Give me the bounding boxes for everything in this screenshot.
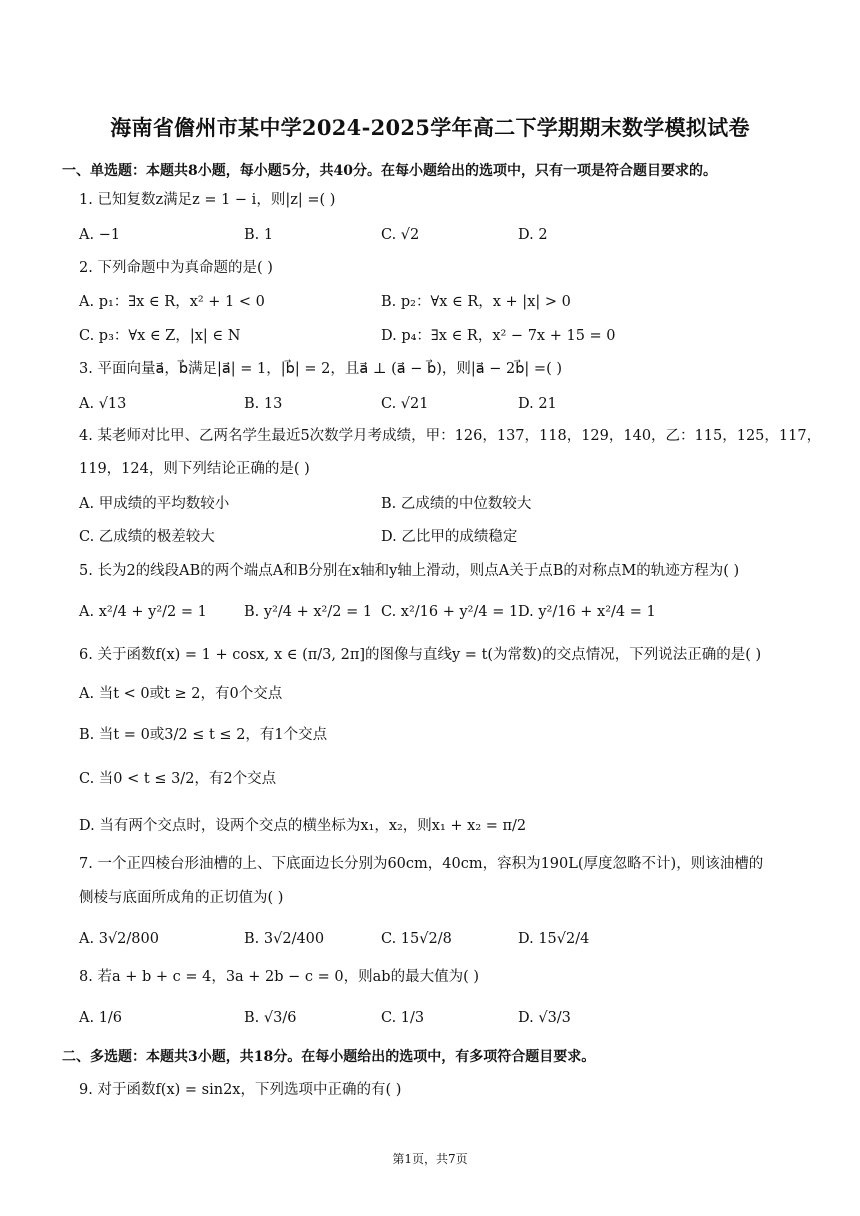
section-single-choice-header: 一、单选题：本题共8小题，每小题5分，共40分。在每小题给出的选项中，只有一项是符合题目要求的。: [62, 163, 717, 179]
question-3-option-d: D. 21: [518, 396, 557, 412]
question-1-stem: 1. 已知复数z满足z = 1 − i，则|z| =( ): [79, 192, 336, 208]
question-5-option-b: B. y²/4 + x²/2 = 1: [244, 604, 373, 620]
question-4-stem-continued: 119，124，则下列结论正确的是( ): [79, 461, 310, 477]
question-8-option-c: C. 1/3: [381, 1010, 425, 1026]
question-6-option-d: D. 当有两个交点时，设两个交点的横坐标为x₁，x₂，则x₁ + x₂ = π/2: [79, 818, 527, 834]
question-4-stem: 4. 某老师对比甲、乙两名学生最近5次数学月考成绩，甲：126，137，118，129，140，乙：115，125，117，: [79, 428, 822, 444]
question-7-stem-continued: 侧棱与底面所成角的正切值为( ): [79, 890, 284, 906]
question-4-option-d: D. 乙比甲的成绩稳定: [381, 529, 518, 545]
question-6-option-c: C. 当0 < t ≤ 3/2，有2个交点: [79, 771, 277, 787]
question-2-option-c: C. p₃：∀x ∈ Z，|x| ∈ N: [79, 328, 241, 344]
question-2-option-d: D. p₄：∃x ∈ R，x² − 7x + 15 = 0: [381, 328, 616, 344]
section-multiple-choice-header: 二、多选题：本题共3小题，共18分。在每小题给出的选项中，有多项符合题目要求。: [62, 1049, 596, 1065]
question-3-option-c: C. √21: [381, 396, 429, 412]
question-5-stem: 5. 长为2的线段AB的两个端点A和B分别在x轴和y轴上滑动，则点A关于点B的对称点M的轨迹方程为( ): [79, 563, 740, 579]
page-footer: 第1页，共7页: [392, 1152, 468, 1166]
question-3-stem: 3. 平面向量a⃗，b⃗满足|a⃗| = 1，|b⃗| = 2，且a⃗ ⊥ (a⃗ − b⃗)，则|a⃗ − 2b⃗| =( ): [79, 361, 562, 377]
question-1-option-c: C. √2: [381, 227, 420, 243]
question-1-option-a: A. −1: [79, 227, 121, 243]
question-5-option-c: C. x²/16 + y²/4 = 1: [381, 604, 519, 620]
question-1-option-b: B. 1: [244, 227, 274, 243]
exam-title: 海南省儋州市某中学2024-2025学年高二下学期期末数学模拟试卷: [110, 115, 750, 140]
question-2-option-a: A. p₁：∃x ∈ R，x² + 1 < 0: [79, 294, 265, 310]
question-5-option-a: A. x²/4 + y²/2 = 1: [79, 604, 207, 620]
question-5-option-d: D. y²/16 + x²/4 = 1: [518, 604, 656, 620]
question-7-option-d: D. 15√2/4: [518, 931, 590, 947]
question-4-option-c: C. 乙成绩的极差较大: [79, 529, 215, 545]
question-3-option-a: A. √13: [79, 396, 127, 412]
question-3-option-b: B. 13: [244, 396, 283, 412]
question-2-stem: 2. 下列命题中为真命题的是( ): [79, 260, 273, 276]
question-2-option-b: B. p₂：∀x ∈ R，x + |x| > 0: [381, 294, 571, 310]
question-4-option-a: A. 甲成绩的平均数较小: [79, 496, 230, 512]
question-1-option-d: D. 2: [518, 227, 548, 243]
question-6-stem: 6. 关于函数f(x) = 1 + cosx, x ∈ (π/3, 2π]的图像与直线y = t(为常数)的交点情况，下列说法正确的是( ): [79, 647, 762, 663]
question-8-option-a: A. 1/6: [79, 1010, 123, 1026]
question-8-option-d: D. √3/3: [518, 1010, 571, 1026]
question-7-stem: 7. 一个正四棱台形油槽的上、下底面边长分别为60cm，40cm，容积为190L(厚度忽略不计)，则该油槽的: [79, 856, 764, 872]
question-8-stem: 8. 若a + b + c = 4，3a + 2b − c = 0，则ab的最大值为( ): [79, 969, 479, 985]
question-6-option-b: B. 当t = 0或3/2 ≤ t ≤ 2，有1个交点: [79, 727, 328, 743]
question-4-option-b: B. 乙成绩的中位数较大: [381, 496, 532, 512]
question-7-option-b: B. 3√2/400: [244, 931, 325, 947]
question-9-stem: 9. 对于函数f(x) = sin2x，下列选项中正确的有( ): [79, 1082, 402, 1098]
question-6-option-a: A. 当t < 0或t ≥ 2，有0个交点: [79, 686, 283, 702]
question-8-option-b: B. √3/6: [244, 1010, 297, 1026]
question-7-option-c: C. 15√2/8: [381, 931, 452, 947]
question-7-option-a: A. 3√2/800: [79, 931, 159, 947]
